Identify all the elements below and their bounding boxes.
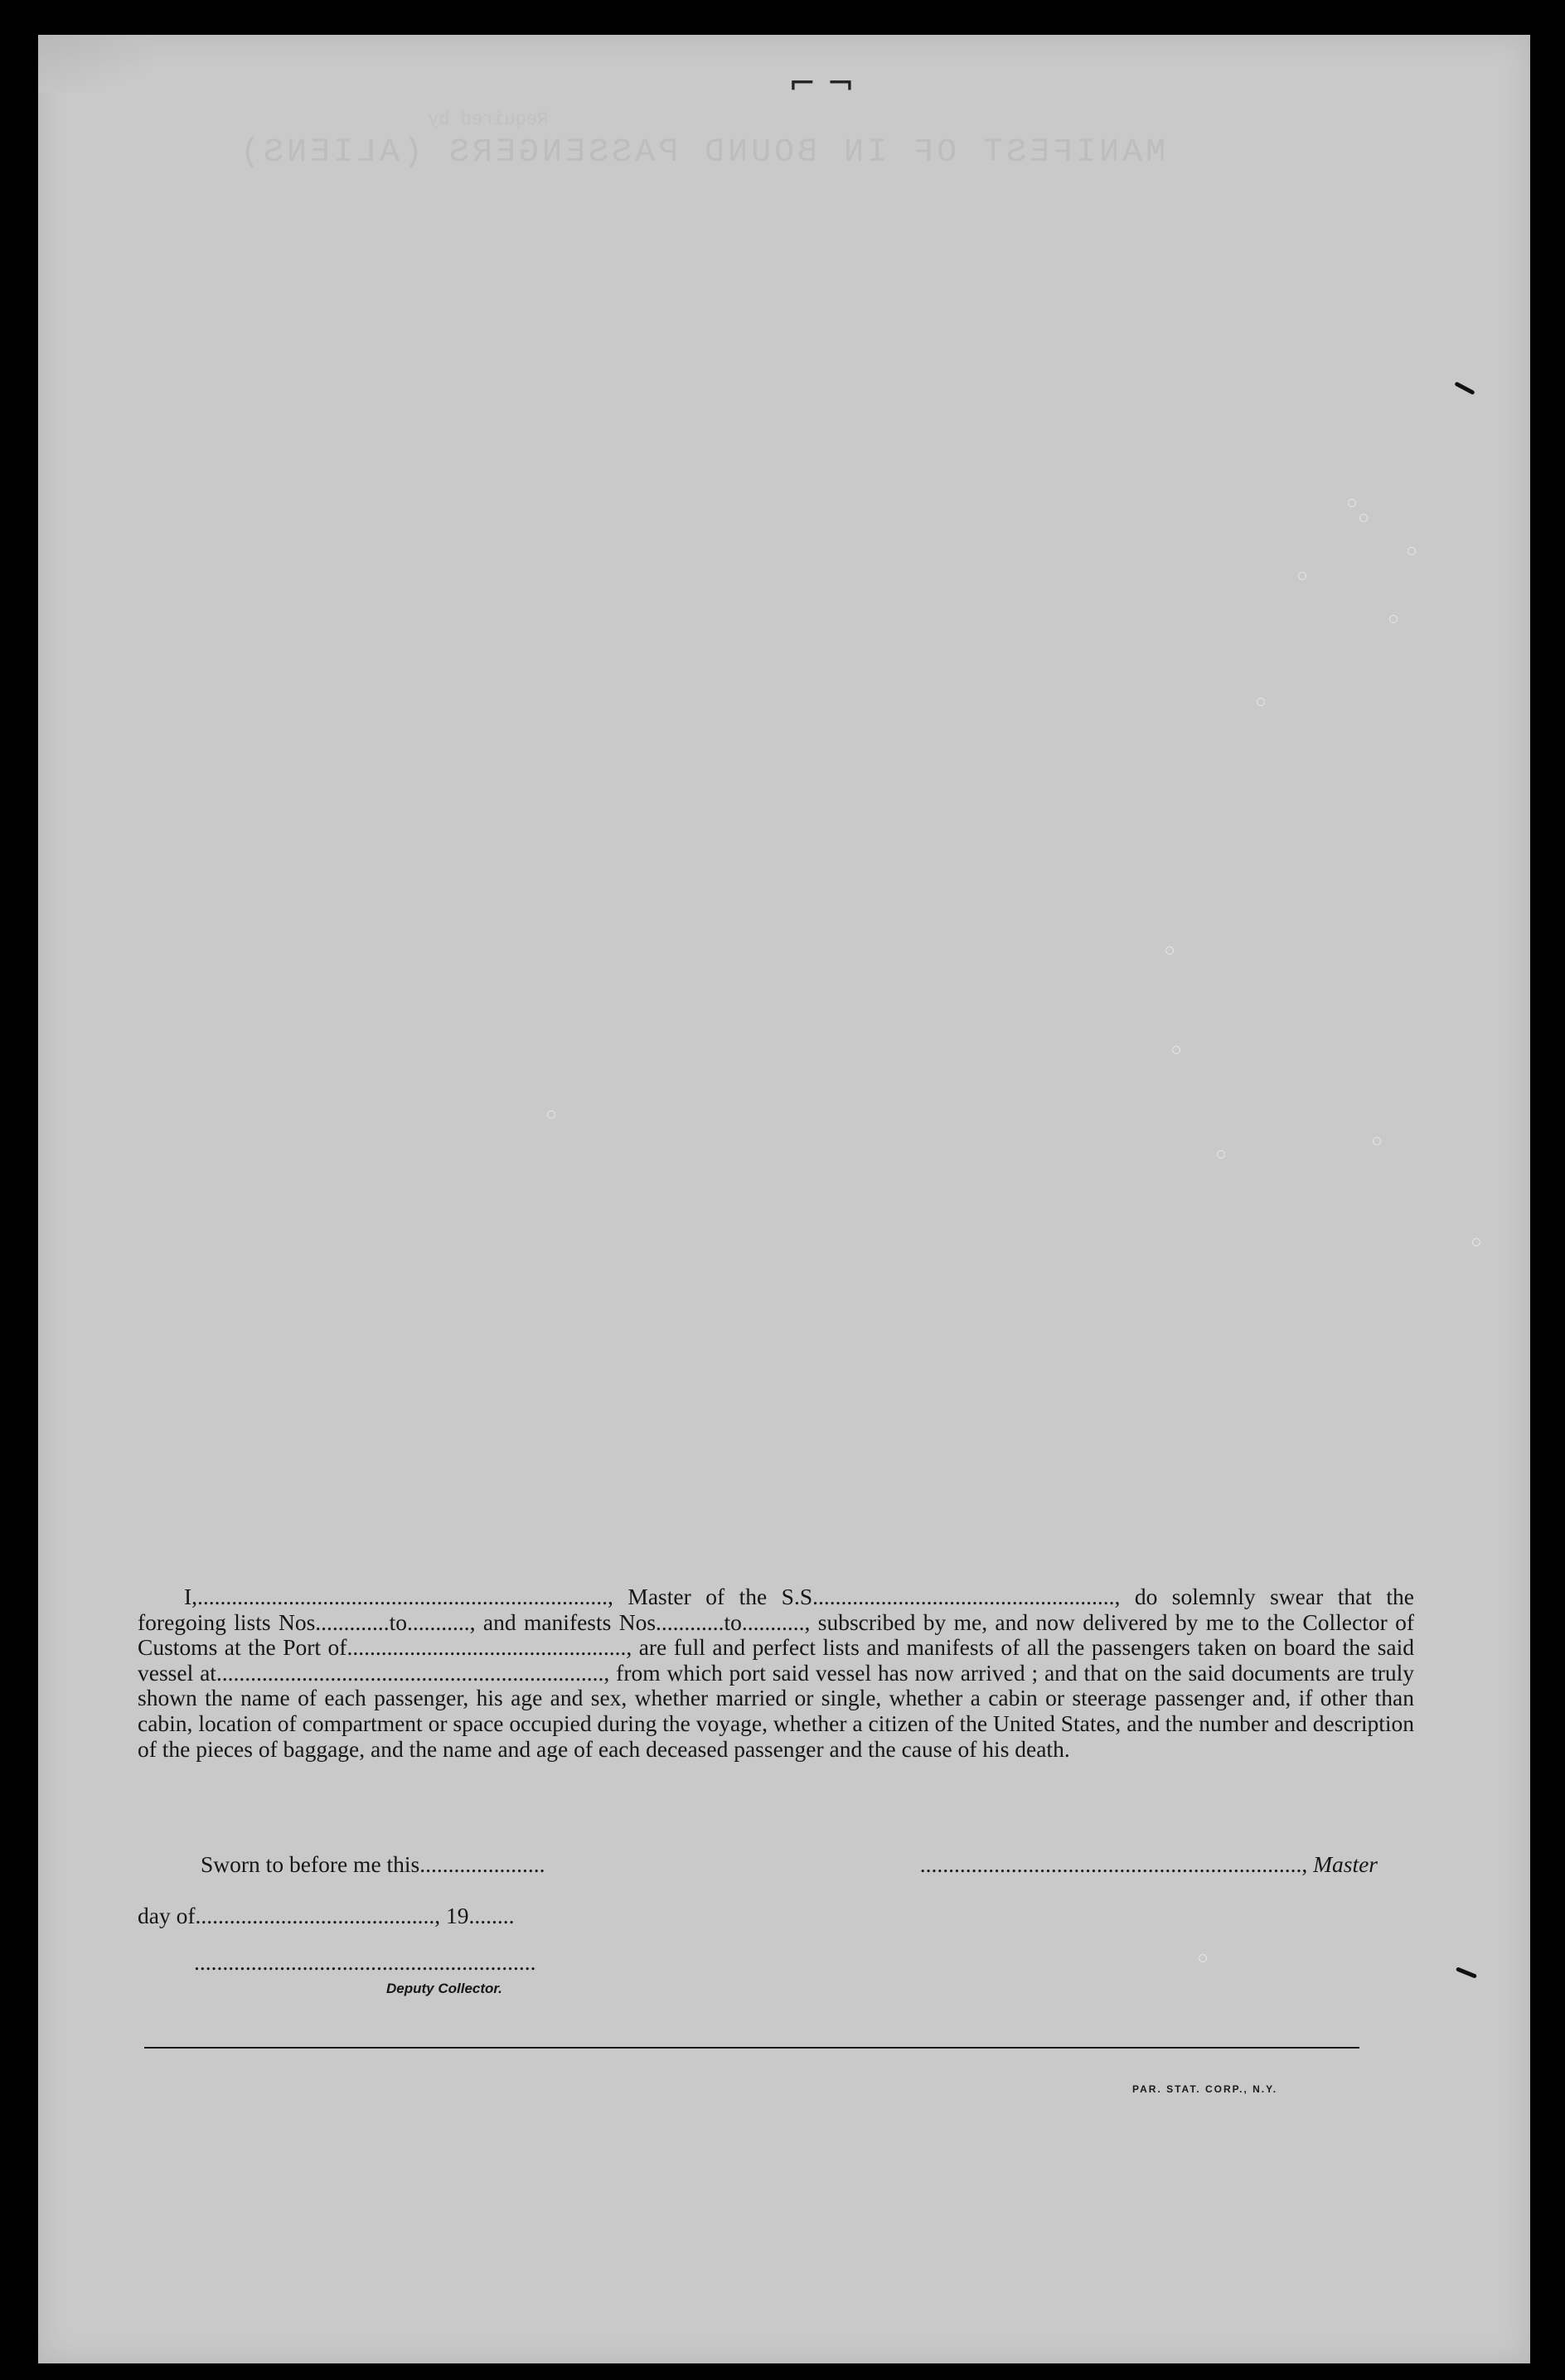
paper-speck — [1348, 499, 1356, 507]
paper-speck — [1408, 547, 1416, 555]
paper-speck — [1199, 1954, 1207, 1962]
paper-speck — [1389, 615, 1398, 623]
top-pen-mark: ⌐ ¬ — [788, 65, 855, 103]
paper-speck — [1373, 1137, 1381, 1145]
day-line: day of.........................................., 19........ — [138, 1903, 515, 1928]
page-corner-shading — [38, 35, 154, 93]
printer-imprint: PAR. STAT. CORP., N.Y. — [1132, 2083, 1278, 2095]
paper-speck — [1359, 514, 1368, 522]
paper-speck — [1298, 572, 1306, 580]
master-signature-line — [920, 1851, 1378, 1878]
paper-speck — [1217, 1150, 1225, 1159]
paper-speck — [547, 1110, 555, 1119]
master-dots: ..................................................................., — [919, 1851, 1308, 1877]
bleed-through-title: MANIFEST OF IN BOUND PASSENGERS (ALIENS) — [237, 134, 1166, 172]
deputy-collector-label: Deputy Collector. — [386, 1981, 502, 1996]
paper-speck — [1172, 1046, 1180, 1054]
bleed-through-subtitle: Required by — [428, 109, 549, 130]
master-label: Master — [1313, 1851, 1378, 1877]
footer-rule — [144, 2047, 1359, 2049]
edge-ink-mark — [1456, 1966, 1477, 1978]
document-page — [38, 35, 1530, 2363]
deputy-signature-dots: ............................................................ — [194, 1949, 536, 1975]
paper-speck — [1472, 1238, 1480, 1246]
sworn-line: Sworn to before me this...................... — [201, 1851, 545, 1877]
oath-text: I,........................................................................, Master of the S.S....................................................., do solemnly swear that the foregoing lists Nos.............to..........., and manifests Nos............to..........., subscribed by me, and now delivered by me to the Collector of Customs at the Port of................................................., are full and perfect lists and manifests of all the passengers taken on board the said vessel at...................................................................., from which port said vessel has now arrived ; and that on the said documents are truly shown the name of each passenger, his age and sex, whether married or single, whether a cabin or steerage passenger and, if other than cabin, location of compartment or space occupied during the voyage, whether a citizen of the United States, and the number and description of the pieces of baggage, and the name and age of each deceased passenger and the cause of his death. — [138, 1584, 1414, 1762]
oath-paragraph — [138, 1584, 1414, 1762]
paper-speck — [1165, 946, 1174, 955]
paper-speck — [1257, 698, 1265, 706]
edge-ink-mark — [1454, 381, 1475, 395]
